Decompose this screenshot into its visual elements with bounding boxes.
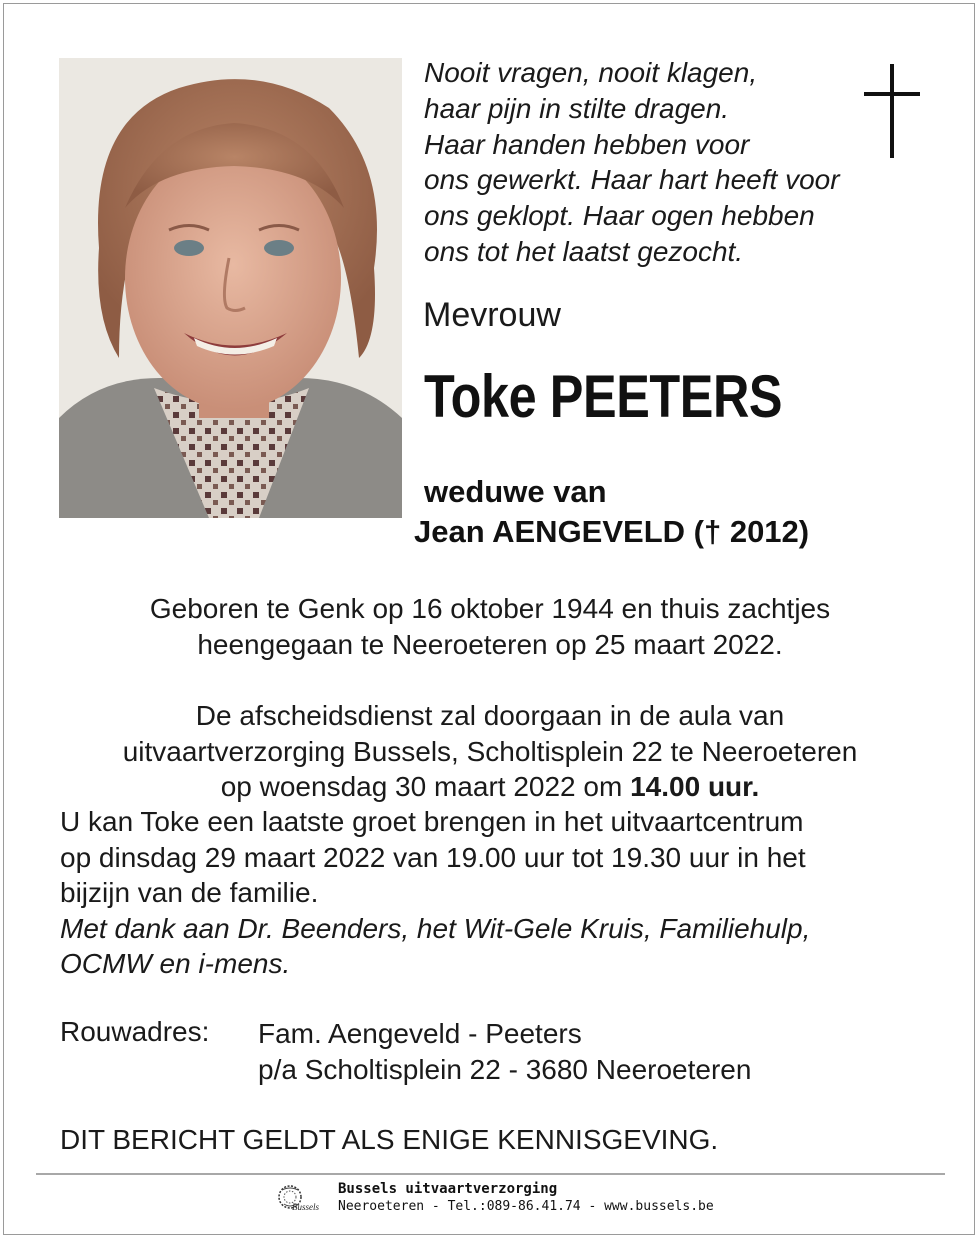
service-line: De afscheidsdienst zal doorgaan in de aula van	[195, 700, 785, 731]
address-line: Fam. Aengeveld - Peeters	[258, 1018, 582, 1049]
address-line: p/a Scholtisplein 22 - 3680 Neeroeteren	[258, 1053, 752, 1085]
poem-line: haar pijn in stilte dragen.	[424, 92, 730, 124]
poem-line: Haar handen hebben voor	[424, 128, 750, 160]
mourning-address	[258, 1016, 751, 1087]
service-info	[0, 698, 980, 805]
footer-divider	[36, 1173, 945, 1175]
poem-line: ons tot het laatst gezocht.	[424, 235, 744, 267]
poem-line: ons gewerkt. Haar hart heeft voor	[424, 164, 840, 196]
service-time: 14.00 uur.	[630, 771, 760, 802]
visitation-info	[60, 804, 810, 982]
service-line: uitvaartverzorging Bussels, Scholtisplein 22 te Neeroeteren	[122, 735, 858, 767]
poem-line: ons geklopt. Haar ogen hebben	[424, 200, 815, 232]
birth-death-info	[0, 591, 980, 662]
widow-label: weduwe van	[424, 474, 607, 509]
birth-death-line: Geboren te Genk op 16 oktober 1944 en thuis zachtjes	[149, 593, 831, 624]
notice-statement: DIT BERICHT GELDT ALS ENIGE KENNISGEVING.	[60, 1124, 719, 1155]
visitation-line: op dinsdag 29 maart 2022 van 19.00 uur tot 19.30 uur in het	[60, 841, 806, 873]
spouse-name: Jean AENGEVELD († 2012)	[414, 514, 810, 549]
address-label: Rouwadres:	[60, 1016, 210, 1047]
thanks-line: Met dank aan Dr. Beenders, het Wit-Gele Kruis, Familiehulp,	[60, 912, 811, 944]
birth-death-line: heengegaan te Neeroeteren op 25 maart 2022.	[197, 628, 783, 660]
service-line-time	[0, 769, 980, 805]
company-contact: Neeroeteren - Tel.:089-86.41.74 - www.bussels.be	[338, 1199, 714, 1214]
deceased-name: Toke PEETERS	[424, 363, 783, 430]
bussels-logo	[276, 1182, 332, 1216]
thanks-line: OCMW en i-mens.	[60, 948, 291, 979]
visitation-line: bijzijn van de familie.	[60, 877, 319, 908]
poem-line: Nooit vragen, nooit klagen,	[424, 57, 758, 88]
logo-text: Bussels	[292, 1202, 319, 1212]
poem	[424, 55, 840, 270]
service-date: op woensdag 30 maart 2022 om	[220, 771, 623, 802]
visitation-line: U kan Toke een laatste groet brengen in het uitvaartcentrum	[60, 806, 804, 837]
portrait-photo	[59, 58, 402, 518]
company-name: Bussels uitvaartverzorging	[338, 1181, 558, 1197]
cross-icon	[864, 64, 920, 158]
honorific: Mevrouw	[423, 296, 561, 334]
